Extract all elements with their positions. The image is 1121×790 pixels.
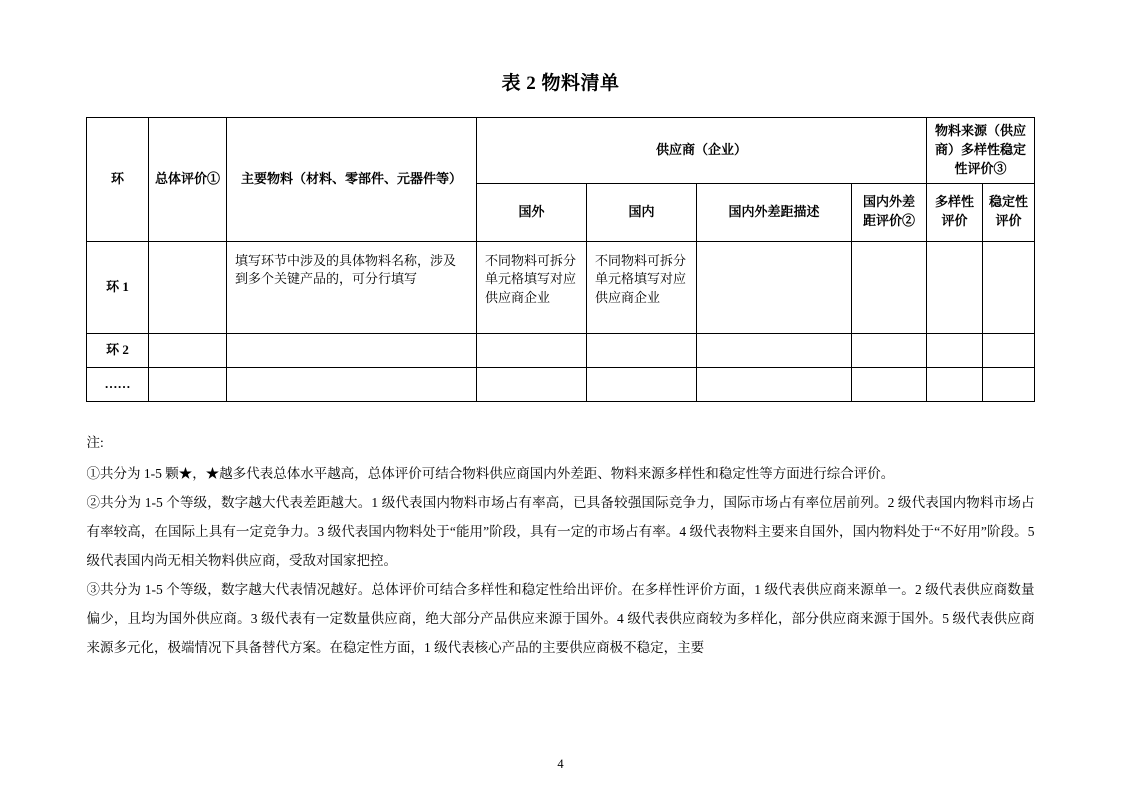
cell-diversity-eval xyxy=(927,241,983,333)
cell-domestic: 不同物料可拆分单元格填写对应供应商企业 xyxy=(586,241,696,333)
cell-overall-eval xyxy=(148,241,226,333)
header-supplier-group: 供应商（企业） xyxy=(476,118,926,184)
header-overall-eval: 总体评价① xyxy=(148,118,226,242)
cell-overall-eval xyxy=(148,333,226,367)
cell-ring: …… xyxy=(86,367,148,401)
cell-main-materials xyxy=(226,333,476,367)
cell-ring: 环 1 xyxy=(86,241,148,333)
page-number: 4 xyxy=(557,757,564,771)
note-item-3: ③共分为 1-5 个等级，数字越大代表情况越好。总体评价可结合多样性和稳定性给出评价。在多样性评价方面，1 级代表供应商来源单一。2 级代表供应商数量偏少，且均为国外供应商。3 级代表有一定数量供应商，绝大部分产品供应来源于国外。4 级代表供应商较为多样化，部分供应商来源于国外。5 级代表供应商来源多元化，极端情况下具备替代方案。在稳定性方面，1 级代表核心产品的主要供应商极不稳定，主要 xyxy=(86,581,1035,655)
cell-main-materials: 填写环节中涉及的具体物料名称，涉及到多个关键产品的，可分行填写 xyxy=(226,241,476,333)
note-item-2: ②共分为 1-5 个等级，数字越大代表差距越大。1 级代表国内物料市场占有率高，已具备较强国际竞争力，国际市场占有率位居前列。2 级代表国内物料市场占有率较高，在国际上具有一定竞争力。3 级代表国内物料处于“能用”阶段，具有一定的市场占有率。4 级代表物料主要来自国外，国内物料处于“不好用”阶段。5 级代表国内尚无相关物料供应商，受敌对国家把控。 xyxy=(86,494,1035,568)
cell-main-materials xyxy=(226,367,476,401)
cell-domestic xyxy=(586,333,696,367)
table-row xyxy=(86,241,1034,333)
cell-gap-eval xyxy=(851,367,926,401)
cell-gap-description xyxy=(696,241,851,333)
header-main-materials: 主要物料（材料、零部件、元器件等） xyxy=(226,118,476,242)
header-stability-eval: 稳定性评价 xyxy=(983,183,1035,241)
note-item-1: ①共分为 1-5 颗★，★越多代表总体水平越高，总体评价可结合物料供应商国内外差距、物料来源多样性和稳定性等方面进行综合评价。 xyxy=(86,465,895,481)
cell-overall-eval xyxy=(148,367,226,401)
header-ring: 环 xyxy=(86,118,148,242)
cell-gap-description xyxy=(696,333,851,367)
cell-gap-eval xyxy=(851,241,926,333)
header-source-group: 物料来源（供应商）多样性稳定性评价③ xyxy=(927,118,1035,184)
table-header-row-1 xyxy=(86,118,1034,184)
cell-gap-description xyxy=(696,367,851,401)
cell-stability-eval xyxy=(983,367,1035,401)
cell-abroad xyxy=(476,333,586,367)
cell-domestic xyxy=(586,367,696,401)
page-title: 表 2 物料清单 xyxy=(501,73,620,94)
cell-stability-eval xyxy=(983,241,1035,333)
cell-stability-eval xyxy=(983,333,1035,367)
material-list-table xyxy=(86,117,1035,402)
header-gap-eval: 国内外差距评价② xyxy=(851,183,926,241)
cell-abroad: 不同物料可拆分单元格填写对应供应商企业 xyxy=(476,241,586,333)
cell-diversity-eval xyxy=(927,333,983,367)
header-gap-description: 国内外差距描述 xyxy=(696,183,851,241)
cell-gap-eval xyxy=(851,333,926,367)
table-row xyxy=(86,367,1034,401)
header-abroad: 国外 xyxy=(476,183,586,241)
cell-abroad xyxy=(476,367,586,401)
notes-label: 注: xyxy=(86,434,104,450)
cell-diversity-eval xyxy=(927,367,983,401)
cell-ring: 环 2 xyxy=(86,333,148,367)
header-diversity-eval: 多样性评价 xyxy=(927,183,983,241)
table-row xyxy=(86,333,1034,367)
header-domestic: 国内 xyxy=(586,183,696,241)
notes-section xyxy=(87,428,1035,662)
